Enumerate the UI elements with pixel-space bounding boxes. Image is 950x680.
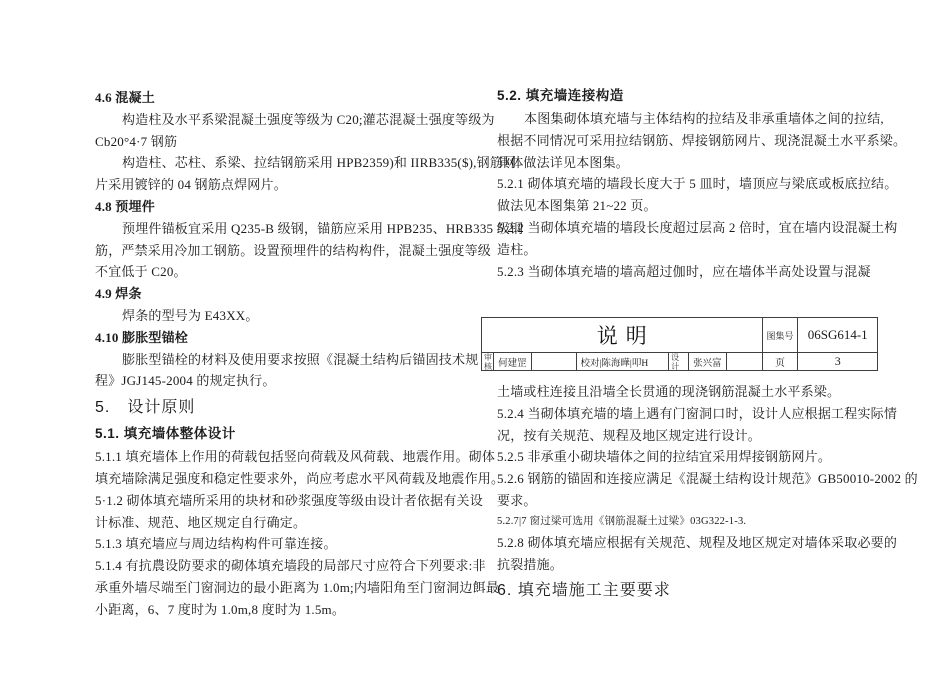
text-line: 筋，严禁采用冷加工钢筋。设置预埋件的结构构件，混凝土强度等级 <box>95 242 492 258</box>
text-line: 5.1.3 填充墙应与周边结构构件可靠连接。 <box>95 536 337 552</box>
empty-cell <box>532 353 577 370</box>
text-line: 5.1. 填充墙体整体设计 <box>95 426 236 442</box>
text-line: 计标准、规范、地区规定自行确定。 <box>95 514 307 530</box>
text-line: 要求。 <box>497 492 537 508</box>
text-line: 不宜低于 C20。 <box>95 264 187 280</box>
text-line: 5.2.7|7 窗过梁可选用《钢筋混凝土过梁》03G322-1-3. <box>497 515 747 527</box>
right-column-lower <box>497 381 918 605</box>
text-line: 做法见本图集第 21~22 页。 <box>497 198 657 214</box>
text-line: 5.1.1 填充墙体上作用的荷载包括竖向荷载及风荷载、地震作用。砌体 <box>95 449 496 465</box>
text-line: 本图集砌体填充墙与主体结构的拉结及非承重墙体之间的拉结, <box>524 111 884 126</box>
text-line: 小距离，6、7 度时为 1.0m,8 度时为 1.5m。 <box>95 601 346 617</box>
text-line: 膨胀型锚栓的材料及使用要求按照《混凝土结构后锚固技术规 <box>122 351 479 367</box>
text-line: 预埋件锚板宜采用 Q235-B 级钢，锚筋应采用 HPB235、HRB335 级钢 <box>122 220 524 236</box>
atlas-number-label: 图集号 <box>763 318 799 352</box>
text-line: 6. 填充墙施工主要要求 <box>497 582 671 600</box>
page-number: 3 <box>834 354 841 368</box>
audit-label: 审核 <box>484 353 492 370</box>
text-line: 填充墙除满足强度和稳定性要求外，尚应考虑水平风荷载及地震作用。 <box>95 470 505 486</box>
text-line: 4.9 焊条 <box>95 286 142 302</box>
design-name: 张兴富 <box>689 353 727 370</box>
text-line: 5·1.2 砌体填充墙所采用的块材和砂浆强度等级由设计者依据有关设 <box>95 492 483 508</box>
text-line: 程》JGJ145-2004 的规定执行。 <box>95 373 276 389</box>
proofread-cell: 校对|陈海曄|叩H <box>577 353 670 370</box>
text-line: Cb20°4·7 钢筋 <box>95 133 178 149</box>
text-line: 4.8 预埋件 <box>95 198 155 214</box>
text-line: 5.2.8 砌体填充墙应根据有关规范、规程及地区规定对墙体采取必要的 <box>497 534 898 550</box>
text-line: 构造柱及水平系梁混凝土强度等级为 C20;灌芯混凝土强度等级为 <box>122 111 495 127</box>
text-line: 土墙或柱连接且沿墙全长贯通的现浇钢筋混凝土水平系梁。 <box>497 384 841 399</box>
text-line: 5.1.4 有抗農设防要求的砌体填充墙段的局部尺寸应符合下列要求:非 <box>95 558 486 574</box>
text-line: 具体做法详见本图集。 <box>497 154 630 170</box>
text-line: 抗裂措施。 <box>497 556 564 572</box>
text-line: 5.2.6 钢筋的锚固和连接应满足《混凝土结构设计规范》GB50010-2002 的 <box>497 471 918 487</box>
text-line: 4.10 膨胀型锚栓 <box>95 329 189 345</box>
design-label: 设计 <box>669 353 689 370</box>
text-line: 承重外墙尽端至门窗洞边的最小距离为 1.0m;内墙阳角至门窗洞边餌最 <box>95 579 500 595</box>
text-line: 造柱。 <box>497 241 537 257</box>
title-block-row-1 <box>482 318 877 352</box>
page-label: 页 <box>763 353 799 370</box>
audit-name: 何建罡 <box>494 353 532 370</box>
text-line: 5.2.4 当砌体填充墙的墙上遇有门窗洞口时，设计人应根据工程实际情 <box>497 405 898 421</box>
sheet-title: 说明 <box>482 318 763 352</box>
title-block <box>481 317 878 371</box>
text-line: 4.6 混凝土 <box>95 90 155 105</box>
title-block-row-2 <box>482 352 877 370</box>
text-line: 5. 设计原则 <box>95 399 196 417</box>
text-line: 焊条的型号为 E43XX。 <box>122 307 259 323</box>
text-line: 5.2.2 当砌体填充墙的墙段长度超过层高 2 倍时，宜在墙内设混凝土构 <box>497 219 898 235</box>
right-column-upper <box>497 83 907 282</box>
text-line: 根据不同情况可采用拉结钢筋、焊接钢筋网片、现浇混凝土水平系梁。 <box>497 132 907 148</box>
text-line: 5.2.3 当砌体填充墙的墙高超过伽时，应在墙体半高处设置与混凝 <box>497 263 871 279</box>
empty-cell <box>727 353 763 370</box>
atlas-number-value: 06SG614-1 <box>807 327 868 342</box>
text-line: 构造柱、芯柱、系梁、拉结钢筋采用 HPB2359)和 IIRB335($),钢筋网 <box>122 155 517 171</box>
text-line: 5.2.1 砌体填充墙的墙段长度大于 5 皿时，墙顶应与梁底或板底拉结。 <box>497 176 898 192</box>
text-line: 5.2.5 非承重小砌块墙体之间的拉结宜采用焊接钢筋网片。 <box>497 449 832 465</box>
text-line: 况，按有关规范、规程及地区规定进行设计。 <box>497 427 762 443</box>
text-line: 片采用镀锌的 04 钢筋点焊网片。 <box>95 177 287 193</box>
text-line: 5.2. 填充墙连接构造 <box>497 88 624 103</box>
